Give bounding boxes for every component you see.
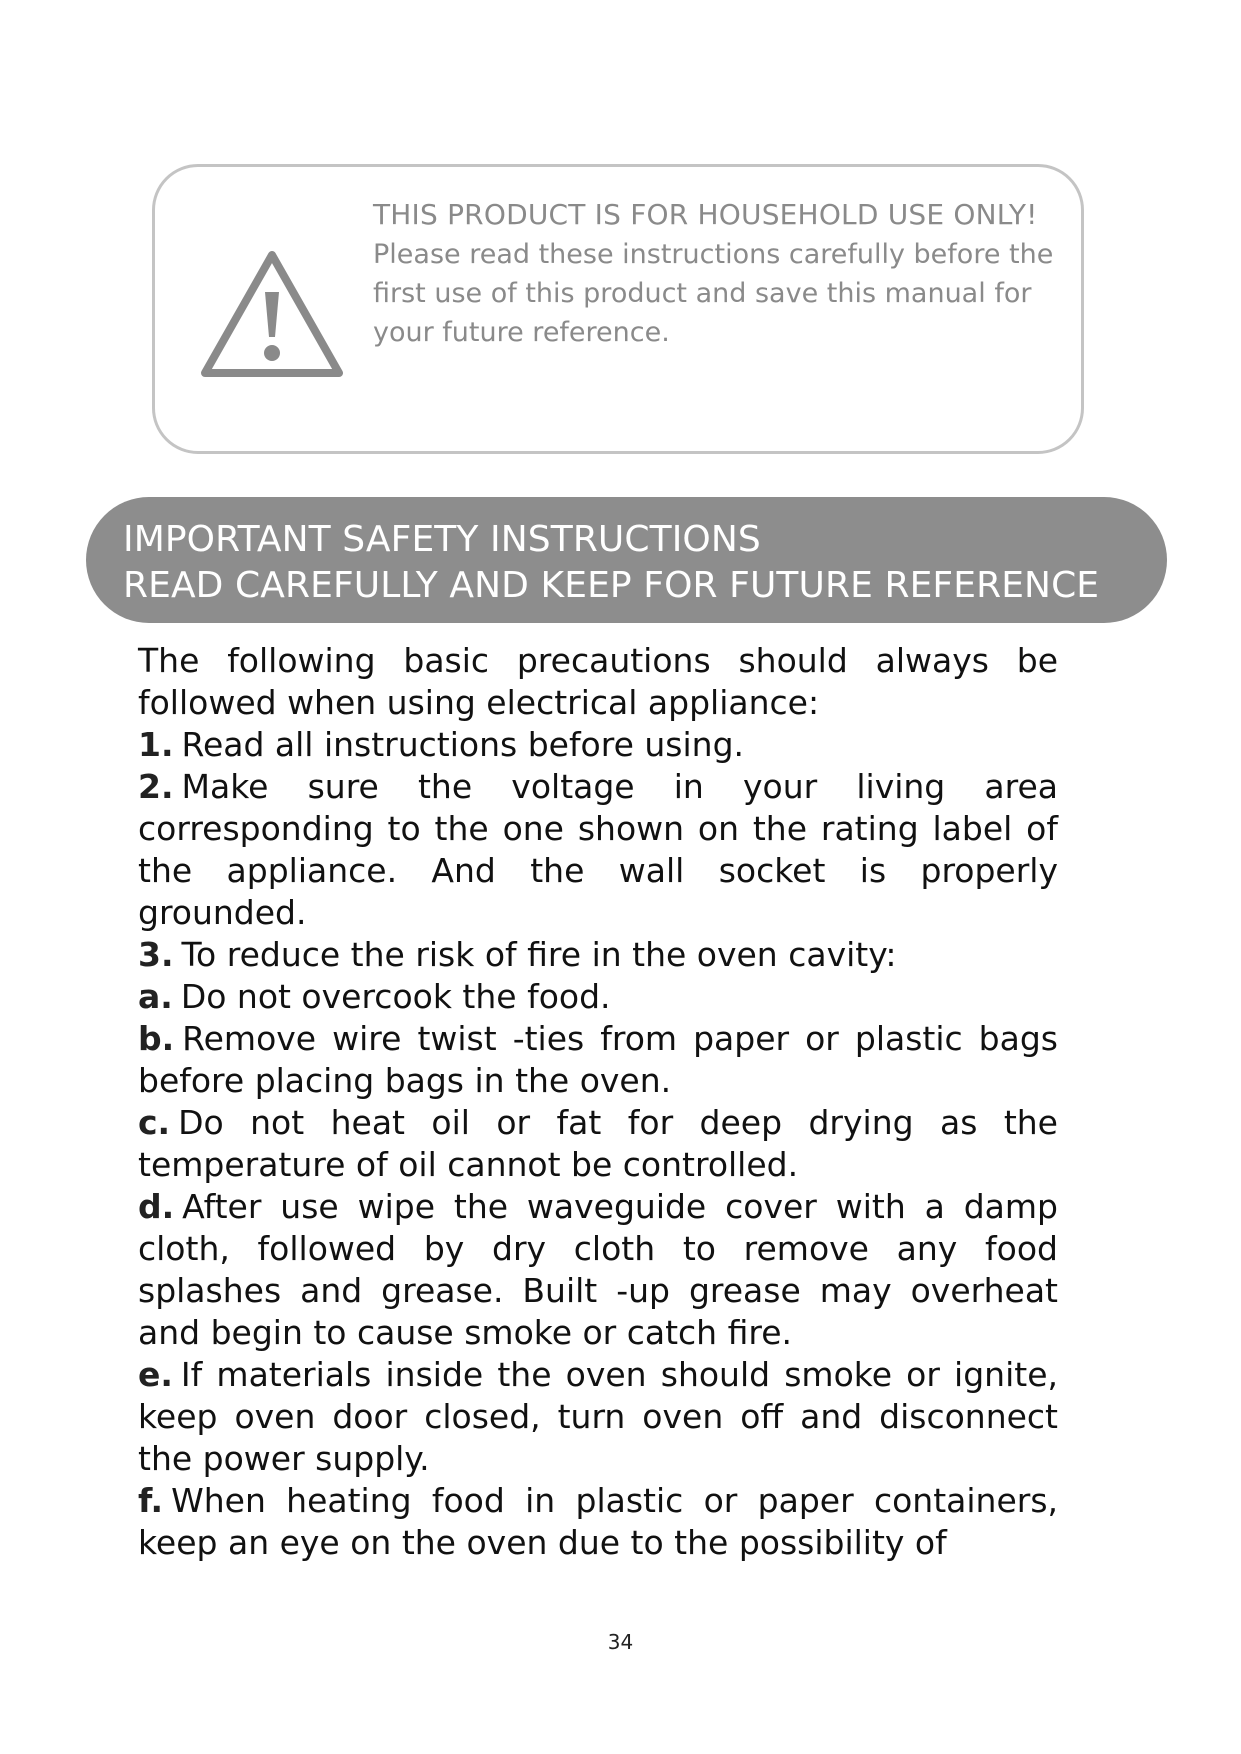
item-marker: d. [138, 1187, 175, 1226]
instruction-item [138, 766, 1058, 934]
item-text: Do not heat oil or fat for deep drying as the temperature of oil cannot be controlled. [138, 1103, 1058, 1184]
banner-subtitle: READ CAREFULLY AND KEEP FOR FUTURE REFERENCE [123, 565, 1100, 606]
item-marker: b. [138, 1019, 175, 1058]
item-marker: e. [138, 1355, 173, 1394]
instruction-item [138, 724, 1058, 766]
item-text: Do not overcook the food. [180, 977, 611, 1016]
instruction-subitem [138, 1018, 1058, 1102]
item-text: When heating food in plastic or paper containers, keep an eye on the oven due to the possibility of [138, 1481, 1058, 1562]
instruction-subitem [138, 1186, 1058, 1354]
notice-text [373, 195, 1073, 352]
item-text: Make sure the voltage in your living area corresponding to the one shown on the rating label of the appliance. And the wall socket is properly grounded. [138, 767, 1058, 932]
notice-heading: THIS PRODUCT IS FOR HOUSEHOLD USE ONLY! [373, 198, 1038, 231]
instruction-item [138, 934, 1058, 976]
item-marker: a. [138, 977, 173, 1016]
safety-content [138, 640, 1058, 1564]
item-marker: 1. [138, 725, 174, 764]
item-text: Read all instructions before using. [181, 725, 745, 764]
item-marker: c. [138, 1103, 171, 1142]
item-text: To reduce the risk of fire in the oven cavity: [181, 935, 897, 974]
intro-paragraph: The following basic precautions should always be followed when using electrical appliance: [138, 641, 1058, 722]
notice-body: Please read these instructions carefully before the first use of this product and save this manual for your future reference. [373, 239, 1054, 348]
banner-title: IMPORTANT SAFETY INSTRUCTIONS [123, 519, 761, 560]
safety-instructions-banner [86, 497, 1167, 623]
item-marker: 2. [138, 767, 174, 806]
item-marker: f. [138, 1481, 164, 1520]
item-text: Remove wire twist -ties from paper or plastic bags before placing bags in the oven. [138, 1019, 1058, 1100]
instruction-subitem [138, 1480, 1058, 1564]
warning-triangle-icon [197, 247, 347, 382]
instruction-subitem [138, 1102, 1058, 1186]
item-text: If materials inside the oven should smoke or ignite, keep oven door closed, turn oven off and disconnect the power supply. [138, 1355, 1058, 1478]
item-text: After use wipe the waveguide cover with a damp cloth, followed by dry cloth to remove any food splashes and grease. Built -up grease may overheat and begin to cause smoke or catch fire. [138, 1187, 1058, 1352]
instruction-subitem [138, 1354, 1058, 1480]
item-marker: 3. [138, 935, 174, 974]
household-notice-box [152, 164, 1084, 454]
page-number: 34 [607, 1630, 634, 1654]
instruction-subitem [138, 976, 1058, 1018]
